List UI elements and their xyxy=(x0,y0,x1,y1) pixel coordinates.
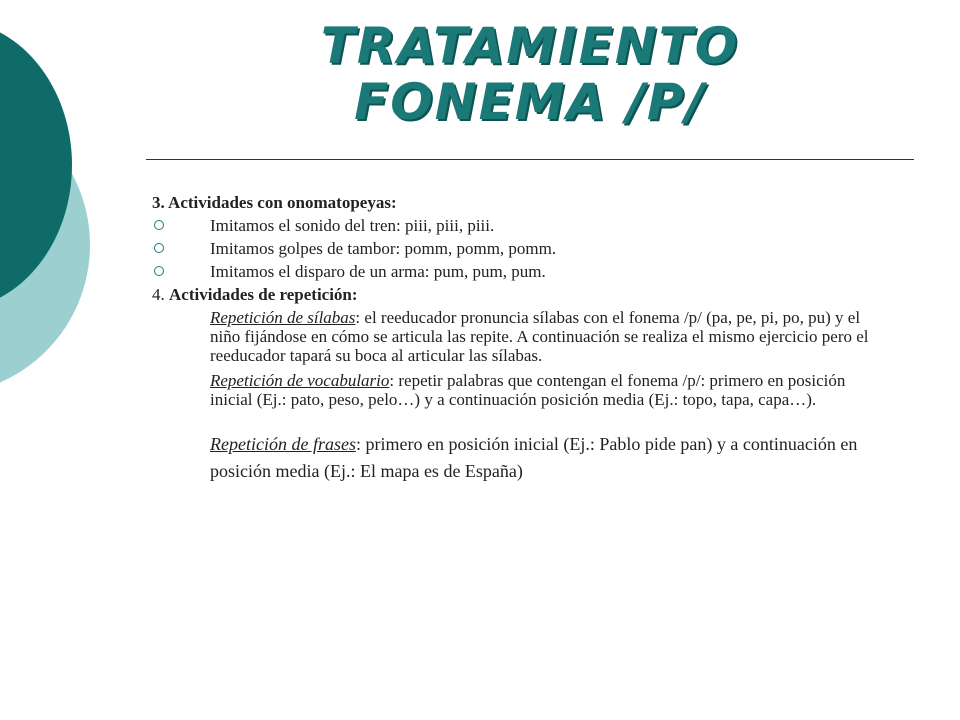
paragraph-text: : primero en posición inicial (Ej.: Pablo pide pan) y a continuación en posición media (Ej.: El mapa es de España) xyxy=(210,434,858,481)
paragraph-label: Repetición de frases xyxy=(210,434,356,454)
section-4-number: 4. xyxy=(152,285,169,304)
section-4-heading xyxy=(152,285,887,304)
paragraph-vocabulary xyxy=(152,371,887,409)
circle-bullet-icon xyxy=(154,243,164,253)
section-4-title: Actividades de repetición: xyxy=(169,285,358,304)
bullet-text: Imitamos golpes de tambor: pomm, pomm, pomm. xyxy=(210,239,557,258)
slide-title xyxy=(150,18,910,130)
paragraph-label: Repetición de vocabulario xyxy=(210,371,390,390)
paragraph-text: : el reeducador pronuncia sílabas con el fonema /p/ (pa, pe, pi, po, pu) y el niño fijándose en cómo se articula las repite. A continuación se realiza el mismo ejercicio pero el reeducador tapará su boca al articular las sílabas. xyxy=(210,308,869,365)
circle-bullet-icon xyxy=(154,266,164,276)
title-line-2: FONEMA /P/ xyxy=(354,73,706,131)
paragraph-label: Repetición de sílabas xyxy=(210,308,356,327)
paragraph-phrases xyxy=(152,431,887,485)
circle-bullet-icon xyxy=(154,220,164,230)
slide-body xyxy=(152,193,887,491)
section-3-heading: 3. Actividades con onomatopeyas: xyxy=(152,193,397,212)
paragraph-text: : repetir palabras que contengan el fonema /p/: primero en posición inicial (Ej.: pato, peso, pelo…) y a continuación posición media (Ej.: topo, tapa, capa…). xyxy=(210,371,846,409)
bullet-item xyxy=(152,216,887,235)
bullet-item xyxy=(152,239,887,258)
bullet-text: Imitamos el disparo de un arma: pum, pum, pum. xyxy=(210,262,546,281)
paragraph-syllables xyxy=(152,308,887,365)
bullet-text: Imitamos el sonido del tren: piii, piii, piii. xyxy=(210,216,495,235)
title-divider xyxy=(146,159,914,160)
title-line-1: TRATAMIENTO xyxy=(320,17,740,75)
bullet-item xyxy=(152,262,887,281)
